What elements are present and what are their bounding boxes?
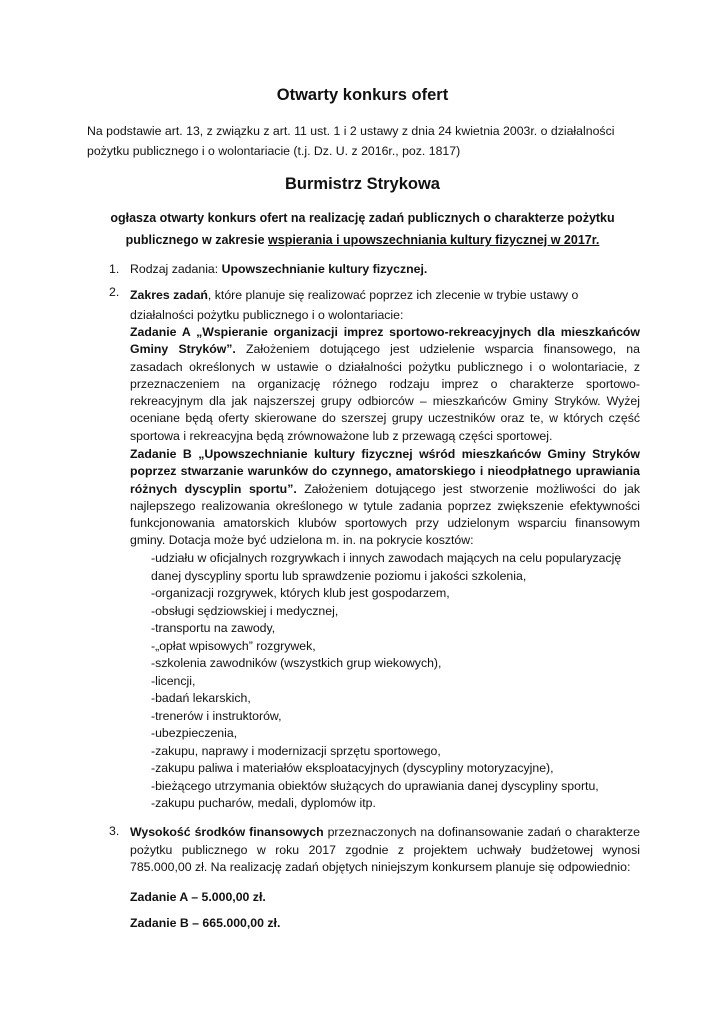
task-b-text: Założeniem dotującego jest stworzenie możliwości do jak najlepszego realizowania określonego w tytule zadania poprzez zwiększenie efektywności funkcjonowania amatorskich klubów sportowych przy udzielonym wsparciu finansowym gminy. Dotacja może być udzielona m. in. na pokrycie kosztów: [130,481,640,548]
cost-item: -szkolenia zawodników (wszystkich grup wiekowych), [151,656,442,670]
task-b-body [130,446,640,550]
item-body [130,285,640,325]
allocation-a-body [130,890,640,904]
item-label: Wysokość środków finansowych [130,825,324,839]
allocation-a-text: Zadanie A – 5.000,00 zł. [130,890,266,904]
item-body [130,262,640,276]
cost-item: -licencji, [151,673,196,688]
item-value: Upowszechnianie kultury fizycznej. [221,262,428,276]
cost-list [151,550,641,813]
task-a-text: Założeniem dotującego jest udzielenie wsparcia finansowego, na zasadach określonych w ustawie o działalności pożytku publicznego i o wolontariacie, z przeznaczeniem na organizację różnego rodzaju imprez o charakterze sportowo-rekreacyjnym dla jak najszerszej grupy odbiorców – mieszkańców Gminy Stryków. Wyżej oceniane będą oferty skierowane do szerszej grupy uczestników oraz te, w których część sportowa i rekreacyjna będą zrównoważone lub z przewagą części sportowej. [130,342,640,443]
announcement-underlined: wspierania i upowszechniania kultury fizycznej w 2017r. [268,233,600,247]
cost-item: -obsługi sędziowskiej i medycznej, [151,603,339,618]
allocation-b-text: Zadanie B – 665.000,00 zł. [130,916,281,930]
announcement [95,207,630,251]
cost-item: -udziału w oficjalnych rozgrywkach i innych zawodach mających na celu popularyzację danej dyscypliny sportu lub sprawdzenie poziomu i jakości szkolenia, [151,551,622,583]
task-a-body [130,324,640,445]
cost-item: -organizacji rozgrywek, których klub jest gospodarzem, [151,586,450,600]
item-number: 2. [109,285,120,299]
item-number: 3. [109,824,120,838]
task-a-title: Zadanie A „Wspieranie organizacji imprez sportowo-rekreacyjnych dla mieszkańców Gminy Stryków”. [130,325,640,357]
allocation-b-body [130,916,640,930]
cost-item: -trenerów i instruktorów, [151,708,282,723]
cost-item: -transportu na zawody, [151,621,276,635]
task-b-title: Zadanie B „Upowszechnianie kultury fizycznej wśród mieszkańców Gminy Stryków poprzez stwarzanie warunków do czynnego, amatorskiego i nieodpłatnego uprawiania różnych dyscyplin sportu”. [130,447,640,496]
cost-item: -ubezpieczenia, [151,726,238,740]
cost-item: -zakupu paliwa i materiałów eksploatacyjnych (dyscypliny motoryzacyjne), [151,761,554,775]
item-text: przeznaczonych na dofinansowanie zadań o charakterze pożytku publicznego w roku 2017 zgodnie z projektem uchwały budżetowej wynosi 785.000,00 zł. Na realizację zadań objętych niniejszym konkursem planuje się odpowiednio: [130,825,640,874]
cost-item: -badań lekarskich, [151,691,251,705]
cost-item: -„opłat wpisowych” rozgrywek, [151,638,316,653]
item-body [130,824,640,877]
item-text: , które planuje się realizować poprzez ich zlecenie w trybie ustawy o działalności pożytku publicznego i o wolontariacie: [130,288,579,322]
item-label: Zakres zadań [130,288,208,302]
authority-heading: Burmistrz Strykowa [285,175,440,193]
legal-basis: Na podstawie art. 13, z związku z art. 11 ust. 1 i 2 ustawy z dnia 24 kwietnia 2003r. o działalności pożytku publicznego i o wolontariacie (t.j. Dz. U. z 2016r., poz. 1817) [87,124,615,158]
cost-item: -bieżącego utrzymania obiektów służących do uprawiania danej dyscypliny sportu, [151,778,599,793]
item-label: Rodzaj zadania: [130,262,222,276]
item-number: 1. [109,262,120,276]
cost-item: -zakupu, naprawy i modernizacji sprzętu sportowego, [151,743,441,758]
document-title: Otwarty konkurs ofert [276,86,449,104]
cost-item: -zakupu pucharów, medali, dyplomów itp. [151,796,376,810]
announcement-text: ogłasza otwarty konkurs ofert na realizację zadań publicznych o charakterze pożytku publicznego w zakresie [110,211,615,247]
